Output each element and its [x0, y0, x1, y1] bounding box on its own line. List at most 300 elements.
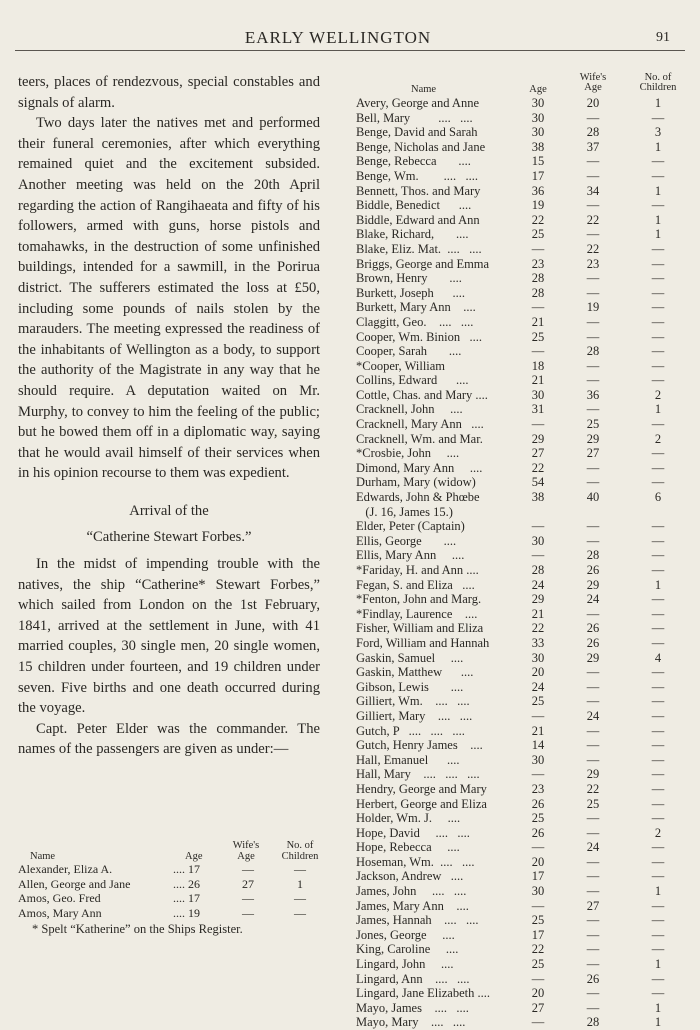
wife-age: —: [586, 825, 600, 840]
wife-age: —: [586, 869, 600, 884]
left-column: [18, 72, 320, 760]
table-header: [356, 72, 686, 96]
wife-age: 34: [586, 183, 600, 198]
table-row: [356, 534, 686, 549]
table-row: [356, 869, 686, 884]
wife-age: 19: [586, 300, 600, 315]
passenger-age: 19: [531, 198, 545, 213]
wife-age: 29: [586, 431, 600, 446]
children-count: —: [651, 198, 665, 213]
wife-age: —: [586, 665, 600, 680]
children-count: —: [651, 373, 665, 388]
table-row: [356, 432, 686, 447]
children-count: —: [651, 344, 665, 359]
table-row: [356, 242, 686, 257]
passenger-name: Herbert, George and Eliza: [356, 796, 487, 811]
table-row: [356, 475, 686, 490]
children-count: —: [651, 460, 665, 475]
passenger-age: 20: [531, 986, 545, 1001]
passenger-age: 17: [531, 869, 545, 884]
table-row: [356, 884, 686, 899]
children-count: —: [651, 927, 665, 942]
wife-age: —: [242, 891, 254, 905]
wife-age: —: [586, 752, 600, 767]
passenger-name: Cracknell, John ....: [356, 402, 463, 417]
passenger-name: Benge, Wm. .... ....: [356, 168, 478, 183]
col-age-header: Age: [529, 84, 547, 95]
passenger-name: Elder, Peter (Captain): [356, 519, 465, 534]
children-count: —: [651, 665, 665, 680]
passenger-age: 21: [531, 606, 545, 621]
table-row: [356, 213, 686, 228]
passenger-name: Bell, Mary .... ....: [356, 110, 473, 125]
wife-age: —: [586, 285, 600, 300]
table-row: [356, 826, 686, 841]
passenger-age: 30: [531, 752, 545, 767]
passenger-age: 38: [531, 490, 545, 505]
passenger-name: Ellis, Mary Ann ....: [356, 548, 465, 563]
passenger-name: Hope, Rebecca ....: [356, 840, 460, 855]
wife-age: 26: [586, 635, 600, 650]
passenger-name: Jones, George ....: [356, 927, 455, 942]
passenger-age: 22: [531, 942, 545, 957]
passenger-name: Jackson, Andrew ....: [356, 869, 464, 884]
paragraph-commander: Capt. Peter Elder was the commander. The names of the passengers are given as under:—: [18, 720, 320, 758]
table-row: [356, 111, 686, 126]
children-count: —: [651, 475, 665, 490]
children-count: —: [651, 329, 665, 344]
passenger-name: *Fariday, H. and Ann ....: [356, 563, 479, 577]
table-row: [356, 665, 686, 680]
passenger-name: Benge, Nicholas and Jane: [356, 139, 486, 154]
passenger-name: Lingard, Ann .... ....: [356, 971, 470, 986]
children-count: —: [651, 913, 665, 928]
table-row: [356, 928, 686, 943]
children-count: —: [651, 869, 665, 884]
wife-age: 29: [586, 767, 600, 782]
table-row: [356, 519, 686, 534]
children-count: 1: [654, 139, 662, 154]
children-count: —: [651, 168, 665, 183]
footnote: * Spelt “Katherine” on the Ships Register.: [32, 922, 243, 936]
col-wife-age-header: Wife's Age: [579, 72, 607, 93]
passenger-age: 30: [531, 96, 545, 110]
wife-age: 28: [586, 548, 600, 563]
wife-age: 37: [586, 139, 600, 154]
passenger-name: Burkett, Mary Ann ....: [356, 300, 476, 315]
wife-age: —: [586, 942, 600, 957]
passenger-name: Holder, Wm. J. ....: [356, 811, 461, 826]
wife-age: —: [586, 519, 600, 534]
children-count: —: [294, 905, 306, 920]
table-row: [356, 724, 686, 739]
passenger-age: 20: [531, 854, 545, 869]
wife-age: 22: [586, 241, 600, 256]
passenger-age: —: [531, 840, 545, 855]
wife-age: —: [586, 884, 600, 899]
table-row: [356, 359, 686, 374]
passenger-age: 25: [531, 811, 545, 826]
table-row: [356, 300, 686, 315]
table-row: [356, 738, 686, 753]
passenger-age: —: [531, 708, 545, 723]
children-count: 1: [654, 96, 662, 110]
passenger-name: Hendry, George and Mary: [356, 781, 487, 796]
wife-age: —: [586, 679, 600, 694]
children-count: —: [651, 767, 665, 782]
table-row: [356, 315, 686, 330]
children-count: 2: [654, 387, 662, 402]
children-count: —: [651, 898, 665, 913]
passenger-name: Cracknell, Wm. and Mar.: [356, 431, 483, 446]
col-children-header: No. of Children: [639, 72, 677, 93]
header-rule: [15, 50, 685, 51]
passenger-name: Blake, Richard, ....: [356, 227, 469, 242]
passenger-age: .... 17: [173, 891, 200, 905]
passenger-age: 30: [531, 884, 545, 899]
wife-age: —: [586, 811, 600, 826]
table-row: [356, 972, 686, 987]
wife-age: —: [586, 110, 600, 125]
passenger-age: 25: [531, 913, 545, 928]
passenger-age: .... 17: [173, 862, 200, 876]
passenger-name: James, Hannah .... ....: [356, 913, 479, 928]
passenger-name: Ford, William and Hannah: [356, 635, 490, 650]
wife-age: —: [242, 905, 254, 920]
passenger-age: 30: [531, 650, 545, 665]
passenger-age: 30: [531, 110, 545, 125]
wife-age: —: [586, 475, 600, 490]
passenger-name: King, Caroline ....: [356, 942, 459, 957]
passenger-name: Fegan, S. and Eliza ....: [356, 577, 475, 592]
passenger-name: Briggs, George and Emma: [356, 256, 490, 271]
passenger-name: Biddle, Benedict ....: [356, 198, 472, 213]
passenger-age: 27: [531, 1000, 545, 1015]
passenger-name: Gaskin, Samuel ....: [356, 650, 464, 665]
passenger-age: 29: [531, 431, 545, 446]
table-row: [356, 986, 686, 1001]
page-number: 91: [656, 30, 670, 45]
passenger-age: .... 26: [173, 876, 200, 891]
passenger-name: Blake, Eliz. Mat. .... ....: [356, 241, 482, 256]
passenger-age: —: [531, 519, 545, 534]
children-count: —: [651, 300, 665, 315]
passenger-name: *Fenton, John and Marg.: [356, 592, 482, 607]
table-row: [18, 891, 320, 906]
wife-age: —: [586, 460, 600, 475]
children-count: —: [651, 314, 665, 329]
passenger-name: Allen, George and Jane: [18, 876, 131, 891]
wife-age: —: [586, 927, 600, 942]
table-row: [356, 782, 686, 797]
wife-age: —: [586, 314, 600, 329]
passenger-name: Lingard, John ....: [356, 957, 454, 972]
children-count: —: [651, 738, 665, 753]
passenger-age: 22: [531, 212, 545, 227]
children-count: —: [651, 854, 665, 869]
wife-age: —: [586, 373, 600, 388]
passenger-name: Biddle, Edward and Ann: [356, 212, 480, 227]
passenger-age: 24: [531, 577, 545, 592]
passenger-name: (J. 16, James 15.): [356, 504, 453, 519]
wife-age: —: [242, 862, 254, 876]
passenger-age: 26: [531, 796, 545, 811]
passenger-age: —: [531, 898, 545, 913]
passenger-age: 22: [531, 460, 545, 475]
children-count: —: [651, 606, 665, 621]
table-row: [356, 694, 686, 709]
passenger-age: 38: [531, 139, 545, 154]
wife-age: 25: [586, 796, 600, 811]
passenger-age: —: [531, 344, 545, 359]
table-row: [356, 417, 686, 432]
table-row: [356, 709, 686, 724]
passenger-name: Cracknell, Mary Ann ....: [356, 417, 484, 432]
table-row: [356, 461, 686, 476]
children-count: —: [651, 110, 665, 125]
table-row: [356, 563, 686, 578]
children-count: —: [651, 781, 665, 796]
children-count: 1: [654, 227, 662, 242]
wife-age: 25: [586, 417, 600, 432]
table-row: [356, 271, 686, 286]
wife-age: 27: [242, 876, 254, 891]
passenger-age: 17: [531, 168, 545, 183]
passenger-name: Benge, Rebecca ....: [356, 154, 471, 169]
passenger-name: James, John .... ....: [356, 884, 467, 899]
wife-age: —: [586, 957, 600, 972]
table-row: [356, 184, 686, 199]
wife-age: —: [586, 154, 600, 169]
wife-age: 22: [586, 781, 600, 796]
table-row: [356, 1001, 686, 1016]
wife-age: 26: [586, 563, 600, 577]
table-row: [356, 651, 686, 666]
passenger-name: Dimond, Mary Ann ....: [356, 460, 483, 475]
paragraph-arrival: In the midst of impending trouble with the natives, the ship “Catherine* Stewart Forbes,” which sailed from London on the 1st February, 1841, arrived at the settlement in June, with 41 married couples, 30 single men, 20 single women, 15 children under fourteen, and 19 children under seven. Five births and one death occurred during the voyage.: [18, 556, 320, 717]
children-count: —: [651, 533, 665, 548]
wife-age: 28: [586, 1015, 600, 1030]
passenger-name: Fisher, William and Eliza: [356, 621, 484, 636]
wife-age: —: [586, 329, 600, 344]
children-count: —: [651, 971, 665, 986]
table-row: [356, 767, 686, 782]
passenger-age: 20: [531, 665, 545, 680]
table-row: [356, 680, 686, 695]
table-row: [18, 906, 320, 921]
table-row: [356, 227, 686, 242]
passenger-name: Cooper, Sarah ....: [356, 344, 462, 359]
wife-age: 23: [586, 256, 600, 271]
table-row: [18, 862, 320, 877]
passenger-name: Amos, Geo. Fred: [18, 891, 101, 905]
table-row: [356, 1015, 686, 1030]
table-row: [356, 140, 686, 155]
children-count: —: [651, 986, 665, 1001]
children-count: 2: [654, 825, 662, 840]
passenger-name: Brown, Henry ....: [356, 271, 462, 286]
children-count: 1: [654, 884, 662, 899]
passenger-name: James, Mary Ann ....: [356, 898, 469, 913]
table-row: [356, 446, 686, 461]
passenger-name: Bennett, Thos. and Mary: [356, 183, 481, 198]
table-row: [356, 154, 686, 169]
wife-age: —: [586, 723, 600, 738]
passenger-age: —: [531, 300, 545, 315]
wife-age: —: [586, 227, 600, 242]
passenger-age: 15: [531, 154, 545, 169]
wife-age: —: [586, 402, 600, 417]
children-count: —: [651, 256, 665, 271]
children-count: 2: [654, 431, 662, 446]
children-count: —: [651, 548, 665, 563]
children-count: —: [294, 862, 306, 876]
children-count: 4: [654, 650, 662, 665]
passenger-name: Amos, Mary Ann: [18, 905, 102, 920]
paragraph-meeting: Two days later the natives met and performed their funeral ceremonies, after which everything remained quiet and the excitement subsided. Another meeting was held on the 20th April regarding the action of Rangihaeata and fifty of his followers, armed with guns, horse pistols and tomahawks, in the destruction of some unfinished buildings, intended for a sawmill, in the Porirua district. The sufferers estimated the loss at £50, including some pounds of nails stolen by the marauders. The meeting expressed the readiness of the inhabitants of Wellington as a body, to support the authority of the Magistrate in any way that he should require. A deputation waited on Mr. Murphy, to convey to him the feeling of the public; but he bowed them off in a diplomatic way, saying that he would avail himself of their services when in his opinion recourse to them was expedient.: [18, 115, 320, 482]
table-row: [356, 490, 686, 505]
table-row: [356, 373, 686, 388]
wife-age: 29: [586, 577, 600, 592]
passenger-name: Hoseman, Wm. .... ....: [356, 854, 475, 869]
wife-age: 26: [586, 621, 600, 636]
table-row: [356, 548, 686, 563]
wife-age: —: [586, 198, 600, 213]
wife-age: —: [586, 913, 600, 928]
passenger-age: —: [531, 241, 545, 256]
passenger-age: 30: [531, 533, 545, 548]
wife-age: 24: [586, 592, 600, 607]
children-count: —: [651, 592, 665, 607]
wife-age: 28: [586, 125, 600, 140]
section-heading-line2: “Catherine Stewart Forbes.”: [86, 529, 252, 546]
passenger-age: 26: [531, 825, 545, 840]
passenger-name: Gilliert, Mary .... ....: [356, 708, 473, 723]
passenger-age: —: [531, 417, 545, 432]
wife-age: —: [586, 1000, 600, 1015]
children-count: —: [651, 723, 665, 738]
passenger-name: Hall, Mary .... .... ....: [356, 767, 480, 782]
wife-age: 26: [586, 971, 600, 986]
passenger-name: Alexander, Eliza A.: [18, 862, 113, 876]
passenger-name: Hall, Emanuel ....: [356, 752, 460, 767]
passenger-age: 25: [531, 329, 545, 344]
passenger-name: Cooper, Wm. Binion ....: [356, 329, 483, 344]
table-row: [356, 621, 686, 636]
passenger-name: Benge, David and Sarah: [356, 125, 478, 140]
passenger-age: 28: [531, 285, 545, 300]
children-count: —: [651, 154, 665, 169]
children-count: —: [651, 563, 665, 577]
table-row: [356, 402, 686, 417]
table-row: [356, 592, 686, 607]
passenger-age: 21: [531, 373, 545, 388]
passenger-age: —: [531, 548, 545, 563]
wife-age: —: [586, 271, 600, 286]
wife-age: —: [586, 694, 600, 709]
table-row: [356, 855, 686, 870]
children-count: 1: [654, 957, 662, 972]
wife-age: 22: [586, 212, 600, 227]
passenger-age: 25: [531, 694, 545, 709]
passenger-name: *Findlay, Laurence ....: [356, 606, 478, 621]
passenger-age: —: [531, 971, 545, 986]
table-row: [356, 330, 686, 345]
wife-age: 36: [586, 387, 600, 402]
table-row: [356, 125, 686, 140]
table-row: [356, 913, 686, 928]
passenger-name: Gutch, P .... .... ....: [356, 723, 465, 738]
passenger-age: 29: [531, 592, 545, 607]
passenger-age: 23: [531, 256, 545, 271]
children-count: —: [651, 519, 665, 534]
col-wife-age-header: Wife's Age: [232, 840, 260, 862]
section-heading-line1: Arrival of the: [129, 502, 209, 519]
children-count: —: [651, 811, 665, 826]
wife-age: 28: [586, 344, 600, 359]
table-row: [356, 96, 686, 111]
passenger-age: 30: [531, 125, 545, 140]
children-count: 1: [654, 1015, 662, 1030]
children-count: —: [651, 241, 665, 256]
children-count: —: [651, 679, 665, 694]
passenger-age: 14: [531, 738, 545, 753]
table-row: [356, 899, 686, 914]
children-count: —: [651, 708, 665, 723]
passenger-age: —: [531, 767, 545, 782]
children-count: —: [651, 840, 665, 855]
page-header: [0, 28, 700, 48]
passenger-name: Collins, Edward ....: [356, 373, 469, 388]
table-row: [356, 198, 686, 213]
children-count: 3: [654, 125, 662, 140]
passenger-age: 36: [531, 183, 545, 198]
col-name-header: Name: [411, 84, 437, 95]
wife-age: —: [586, 533, 600, 548]
passenger-age: —: [531, 1015, 545, 1030]
children-count: 1: [654, 1000, 662, 1015]
table-row: [356, 257, 686, 272]
passenger-name: Hope, David .... ....: [356, 825, 470, 840]
passenger-age: 27: [531, 446, 545, 461]
passenger-name: Mayo, Mary .... ....: [356, 1015, 466, 1030]
passenger-age: 22: [531, 621, 545, 636]
children-count: —: [651, 358, 665, 373]
table-row: [356, 840, 686, 855]
passenger-age: 23: [531, 781, 545, 796]
passenger-age: 17: [531, 927, 545, 942]
children-count: —: [651, 635, 665, 650]
passenger-age: 18: [531, 358, 545, 373]
wife-age: —: [586, 854, 600, 869]
passenger-name: Edwards, John & Phœbe: [356, 490, 480, 505]
passenger-name: Lingard, Jane Elizabeth ....: [356, 986, 490, 1001]
table-row: [356, 388, 686, 403]
table-row: [356, 607, 686, 622]
passenger-name: Avery, George and Anne: [356, 96, 479, 110]
passenger-age: 21: [531, 723, 545, 738]
children-count: 6: [654, 490, 662, 505]
table-row: [356, 578, 686, 593]
table-row: [356, 505, 686, 520]
passenger-age: 54: [531, 475, 545, 490]
wife-age: 27: [586, 446, 600, 461]
children-count: —: [651, 796, 665, 811]
table-row: [356, 169, 686, 184]
passenger-name: Gutch, Henry James ....: [356, 738, 483, 753]
passenger-name: *Cooper, William: [356, 358, 446, 373]
wife-age: 24: [586, 840, 600, 855]
